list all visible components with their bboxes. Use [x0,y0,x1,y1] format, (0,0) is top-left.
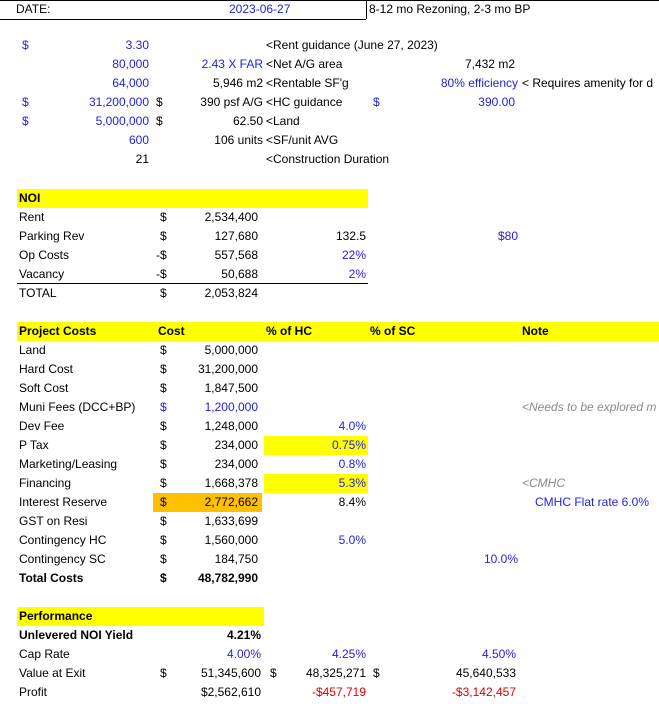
unit-count: 106 units [214,133,263,147]
cost-marketing-value: 234,000 [214,457,258,471]
cost-dollar: $ [160,495,167,509]
cost-devfee-pct[interactable]: 4.0% [338,419,366,433]
parking-rate[interactable]: $80 [497,229,518,243]
noi-vacancy-value: 50,688 [221,267,258,281]
noi-parking-value: 127,680 [214,229,258,243]
cost-dollar: $ [160,400,167,414]
noi-header-highlight [17,189,368,208]
cost-contingency-sc-pct[interactable]: 10.0% [483,552,518,566]
cap-rate-3[interactable]: 4.50% [481,647,516,661]
cost-marketing-label: Marketing/Leasing [19,457,118,471]
sf-unit-value[interactable]: 600 [128,133,149,147]
sf-unit-note: <SF/unit AVG [266,133,339,147]
cost-contingency-hc-value: 1,560,000 [204,533,258,547]
cost-dollar: $ [160,419,167,433]
rentable-m2: 5,946 m2 [212,76,263,90]
cost-hard-value: 31,200,000 [197,362,258,376]
input-dollar: $ [22,114,29,128]
hc-guidance-value[interactable]: 390.00 [478,95,515,109]
cost-soft-label: Soft Cost [19,381,69,395]
cost-ptax-label: P Tax [19,438,49,452]
cost-interest-label: Interest Reserve [19,495,108,509]
cost-dollar: $ [160,362,167,376]
hc-psf: 390 psf A/G [200,95,263,109]
cost-interest-pct: 8.4% [338,495,366,509]
pct-hc-column-header: % of HC [266,324,312,338]
cost-devfee-label: Dev Fee [19,419,65,433]
cost-financing-pct[interactable]: 5.3% [338,476,366,490]
note-column-header: Note [522,324,549,338]
cost-dollar: $ [160,571,167,585]
cost-dollar: $ [160,381,167,395]
header-divider [366,0,367,19]
date-label: DATE: [16,2,51,16]
net-area-note: <Net A/G area [266,57,343,71]
vacancy-pct[interactable]: 2% [348,267,366,281]
cost-gst-value: 1,633,699 [204,514,258,528]
land-note: <Land [266,114,300,128]
noi-total-value: 2,053,824 [204,286,258,300]
cost-contingency-sc-value: 184,750 [214,552,258,566]
cost-gst-label: GST on Resi [19,514,88,528]
profit-label: Profit [19,685,48,699]
land-value[interactable]: 5,000,000 [95,114,149,128]
hard-cost-value[interactable]: 31,200,000 [88,95,149,109]
cost-dollar: $ [160,514,167,528]
cost-soft-value: 1,847,500 [204,381,258,395]
rentable-note: <Rentable SF'g [266,76,349,90]
cost-total-label: Total Costs [19,571,84,585]
exit-value-2: 48,325,271 [305,666,366,680]
noi-dollar: $ [160,229,167,243]
noi-yield-value: 4.21% [226,628,261,642]
costs-header-highlight [17,322,659,341]
cost-muni-value[interactable]: 1,200,000 [204,400,258,414]
rent-guidance-note: <Rent guidance (June 27, 2023) [266,38,438,52]
cap-rate-1[interactable]: 4.00% [226,647,261,661]
exit-value-1: 51,345,600 [200,666,261,680]
net-area-m2: 7,432 m2 [464,57,515,71]
cost-devfee-value: 1,248,000 [204,419,258,433]
cost-financing-value: 1,668,378 [204,476,258,490]
exit-value-label: Value at Exit [19,666,86,680]
profit-1: $2,562,610 [200,685,261,699]
exit-dollar: $ [373,666,380,680]
noi-title: NOI [19,191,41,205]
opcost-pct[interactable]: 22% [341,248,366,262]
cost-muni-note: <Needs to be explored m [522,400,657,414]
amenity-note: < Requires amenity for d [522,76,654,90]
noi-yield-label: Unlevered NOI Yield [19,628,134,642]
noi-dollar: $ [160,286,167,300]
land-psf: 62.50 [232,114,263,128]
noi-dollar: -$ [156,267,167,281]
cost-interest-value: 2,772,662 [204,495,258,509]
cost-financing-note: <CMHC [522,476,566,490]
noi-rent-label: Rent [19,210,45,224]
timeline-note: 8-12 mo Rezoning, 2-3 mo BP [369,2,531,16]
cost-dollar: $ [160,438,167,452]
cost-land-label: Land [19,343,46,357]
noi-total-label: TOTAL [19,286,57,300]
cost-dollar: $ [160,533,167,547]
exit-value-3: 45,640,533 [455,666,516,680]
cost-contingency-sc-label: Contingency SC [19,552,106,566]
noi-opcost-label: Op Costs [19,248,70,262]
cap-rate-2[interactable]: 4.25% [331,647,366,661]
noi-rent-value: 2,534,400 [204,210,258,224]
profit-2: -$457,719 [311,685,366,699]
profit-3: -$3,142,457 [451,685,516,699]
cost-total-value: 48,782,990 [197,571,258,585]
date-value[interactable]: 2023-06-27 [229,2,291,16]
cost-interest-note[interactable]: CMHC Flat rate 6.0% [535,495,650,509]
noi-dollar: $ [160,210,167,224]
input-dollar: $ [373,95,380,109]
noi-dollar: -$ [156,248,167,262]
noi-parking-label: Parking Rev [19,229,85,243]
costs-title: Project Costs [19,324,97,338]
exit-dollar: $ [160,666,167,680]
rent-guidance-value[interactable]: 3.30 [125,38,149,52]
cost-hard-label: Hard Cost [19,362,74,376]
performance-title: Performance [19,609,93,623]
cap-rate-label: Cap Rate [19,647,70,661]
input-dollar: $ [156,114,163,128]
cost-contingency-hc-pct[interactable]: 5.0% [338,533,366,547]
construction-duration-value[interactable]: 21 [135,152,149,166]
exit-dollar: $ [270,666,277,680]
net-area-value[interactable]: 80,000 [112,57,149,71]
cost-marketing-pct[interactable]: 0.8% [338,457,366,471]
cost-dollar: $ [160,457,167,471]
input-dollar: $ [156,95,163,109]
cost-column-header: Cost [158,324,185,338]
efficiency-value[interactable]: 80% efficiency [440,76,518,90]
far-value[interactable]: 2.43 X FAR [201,57,263,71]
cost-land-value: 5,000,000 [204,343,258,357]
header-underline [0,19,366,20]
cost-dollar: $ [160,476,167,490]
cost-dollar: $ [160,552,167,566]
input-dollar: $ [22,95,29,109]
rentable-sf-value[interactable]: 64,000 [112,76,149,90]
noi-opcost-value: 557,568 [214,248,258,262]
cost-ptax-value: 234,000 [214,438,258,452]
cost-financing-label: Financing [19,476,72,490]
cost-muni-label: Muni Fees (DCC+BP) [19,400,136,414]
parking-stalls: 132.5 [335,229,366,243]
cost-ptax-pct[interactable]: 0.75% [331,438,366,452]
pct-sc-column-header: % of SC [370,324,416,338]
noi-vacancy-label: Vacancy [19,267,65,281]
input-dollar: $ [22,38,29,52]
construction-duration-note: <Construction Duration [266,152,390,166]
cost-dollar: $ [160,343,167,357]
cost-contingency-hc-label: Contingency HC [19,533,107,547]
top-border [0,0,659,1]
hc-guidance-note: <HC guidance [266,95,343,109]
